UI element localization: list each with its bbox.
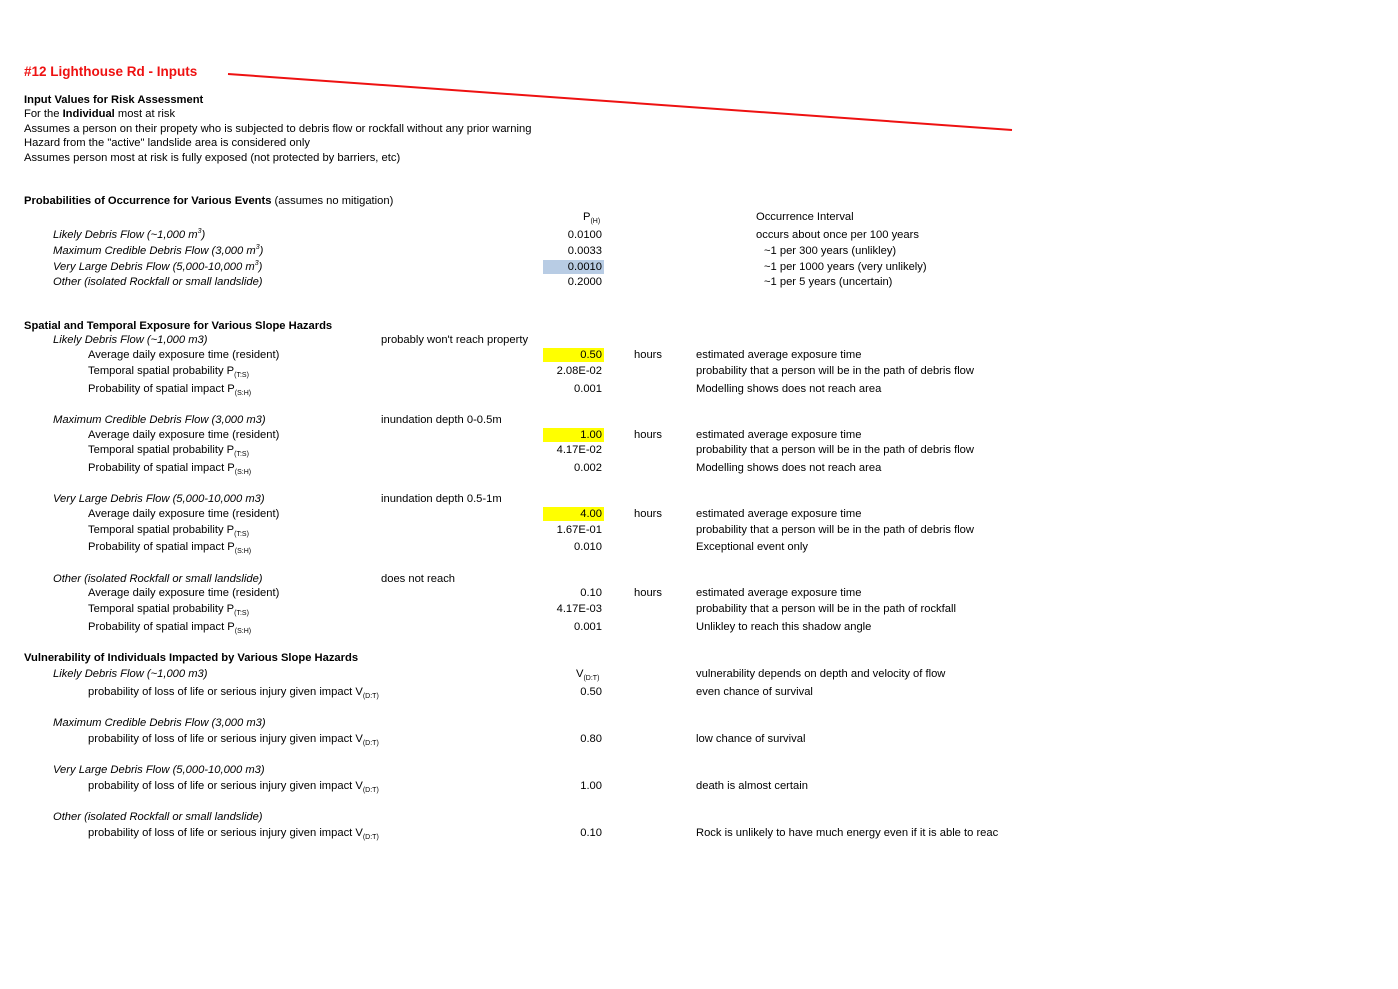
prob-row-interval: ~1 per 300 years (unlikley): [764, 245, 897, 257]
exposure-comment: probability that a person will be in the path of debris flow: [696, 524, 974, 536]
avg-exposure-input[interactable]: 0.50: [543, 348, 604, 362]
avg-exposure-label: Average daily exposure time (resident): [88, 587, 280, 599]
vuln-prob-label: probability of loss of life or serious injury given impact $V_{(D:T)}$: [88, 780, 379, 794]
prob-row-label: Other (isolated Rockfall or small landslide): [53, 276, 263, 288]
spatial-prob-label: Probability of spatial impact $P_{(S:H)}$: [88, 383, 252, 397]
prob-row-value: 0.0100: [567, 229, 602, 241]
exposure-comment: estimated average exposure time: [696, 508, 862, 520]
exposure-group-name: Likely Debris Flow (~1,000 m3): [53, 334, 208, 346]
exposure-comment: probability that a person will be in the path of debris flow: [696, 365, 974, 377]
prob-row-value-selected[interactable]: 0.0010: [543, 260, 604, 274]
intro-line-3: Hazard from the "active" landslide area is considered only: [24, 137, 310, 149]
exposure-comment: Modelling shows does not reach area: [696, 383, 882, 395]
hours-unit: hours: [634, 349, 662, 361]
hours-unit: hours: [634, 429, 662, 441]
exposure-group-note: probably won't reach property: [381, 334, 529, 346]
spatial-prob-value: 0.010: [574, 541, 602, 553]
temporal-prob-value: 4.17E-02: [556, 444, 602, 456]
temporal-prob-label: Temporal spatial probability $P_{(T:S)}$: [88, 603, 249, 617]
prob-row-interval: ~1 per 1000 years (very unlikely): [764, 261, 927, 273]
spatial-prob-value: 0.001: [574, 383, 602, 395]
spatial-prob-value: 0.002: [574, 462, 602, 474]
exposure-comment: probability that a person will be in the path of rockfall: [696, 603, 956, 615]
exposure-group-name: Other (isolated Rockfall or small landslide): [53, 573, 263, 585]
temporal-prob-label: Temporal spatial probability $P_{(T:S)}$: [88, 365, 249, 379]
vuln-value: 0.80: [580, 733, 602, 745]
exposure-comment: Modelling shows does not reach area: [696, 462, 882, 474]
vuln-comment: low chance of survival: [696, 733, 806, 745]
exposure-comment: estimated average exposure time: [696, 429, 862, 441]
spatial-prob-label: Probability of spatial impact $P_{(S:H)}$: [88, 621, 252, 635]
exposure-comment: probability that a person will be in the path of debris flow: [696, 444, 974, 456]
exposure-comment: estimated average exposure time: [696, 587, 862, 599]
prob-col-p: $P_{(H)}$: [583, 211, 601, 225]
vuln-prob-label: probability of loss of life or serious injury given impact $V_{(D:T)}$: [88, 686, 379, 700]
spatial-prob-label: Probability of spatial impact $P_{(S:H)}$: [88, 462, 252, 476]
prob-row-label: Maximum Credible Debris Flow (3,000 $m^3$): [53, 244, 264, 257]
temporal-prob-label: Temporal spatial probability $P_{(T:S)}$: [88, 524, 249, 538]
exposure-group-name: Very Large Debris Flow (5,000-10,000 m3): [53, 493, 265, 505]
exposure-comment: Unlikley to reach this shadow angle: [696, 621, 872, 633]
prob-row-interval: occurs about once per 100 years: [756, 229, 919, 241]
exposure-group-note: inundation depth 0.5-1m: [381, 493, 502, 505]
prob-row-label: Likely Debris Flow (~1,000 $m^3$): [53, 228, 206, 241]
exposure-comment: estimated average exposure time: [696, 349, 862, 361]
avg-exposure-input[interactable]: 1.00: [543, 428, 604, 442]
avg-exposure-label: Average daily exposure time (resident): [88, 508, 280, 520]
prob-row-value: 0.2000: [567, 276, 602, 288]
vuln-group-name: Likely Debris Flow (~1,000 m3): [53, 668, 208, 680]
exposure-group-note: inundation depth 0-0.5m: [381, 414, 502, 426]
prob-row-value: 0.0033: [567, 245, 602, 257]
hours-unit: hours: [634, 508, 662, 520]
page-title: #12 Lighthouse Rd - Inputs: [24, 64, 198, 79]
temporal-prob-value: 1.67E-01: [556, 524, 602, 536]
exposure-group-name: Maximum Credible Debris Flow (3,000 m3): [53, 414, 266, 426]
temporal-prob-value: 2.08E-02: [556, 365, 602, 377]
vuln-group-name: Maximum Credible Debris Flow (3,000 m3): [53, 717, 266, 729]
vuln-comment: death is almost certain: [696, 780, 808, 792]
vuln-comment: Rock is unlikely to have much energy even if it is able to reac: [696, 827, 999, 839]
vuln-value: 1.00: [580, 780, 602, 792]
intro-line-1: For the Individual most at risk: [24, 108, 176, 120]
intro-line-4: Assumes person most at risk is fully exposed (not protected by barriers, etc): [24, 152, 401, 164]
prob-row-label: Very Large Debris Flow (5,000-10,000 $m^3$): [53, 260, 263, 273]
spatial-prob-label: Probability of spatial impact $P_{(S:H)}$: [88, 541, 252, 555]
temporal-prob-value: 4.17E-03: [556, 603, 602, 615]
intro-heading: Input Values for Risk Assessment: [24, 94, 204, 106]
vuln-prob-label: probability of loss of life or serious injury given impact $V_{(D:T)}$: [88, 733, 379, 747]
vuln-col-v: $V_{(D:T)}$: [576, 668, 600, 682]
avg-exposure-label: Average daily exposure time (resident): [88, 349, 280, 361]
temporal-prob-label: Temporal spatial probability $P_{(T:S)}$: [88, 444, 249, 458]
vuln-group-name: Very Large Debris Flow (5,000-10,000 m3): [53, 764, 265, 776]
vuln-heading: Vulnerability of Individuals Impacted by Various Slope Hazards: [24, 652, 359, 664]
vuln-col-comment: vulnerability depends on depth and velocity of flow: [696, 668, 946, 680]
vuln-value: 0.50: [580, 686, 602, 698]
exposure-comment: Exceptional event only: [696, 541, 808, 553]
avg-exposure-input[interactable]: 0.10: [580, 587, 602, 599]
vuln-prob-label: probability of loss of life or serious injury given impact $V_{(D:T)}$: [88, 827, 379, 841]
vuln-value: 0.10: [580, 827, 602, 839]
avg-exposure-input[interactable]: 4.00: [543, 507, 604, 521]
exposure-group-note: does not reach: [381, 573, 456, 585]
intro-line-2: Assumes a person on their propety who is subjected to debris flow or rockfall without any prior warning: [24, 123, 532, 135]
spatial-prob-value: 0.001: [574, 621, 602, 633]
exposure-heading: Spatial and Temporal Exposure for Various Slope Hazards: [24, 320, 333, 332]
avg-exposure-label: Average daily exposure time (resident): [88, 429, 280, 441]
prob-heading: Probabilities of Occurrence for Various Events (assumes no mitigation): [24, 195, 394, 207]
hours-unit: hours: [634, 587, 662, 599]
prob-col-interval: Occurrence Interval: [756, 211, 854, 223]
prob-row-interval: ~1 per 5 years (uncertain): [764, 276, 893, 288]
vuln-comment: even chance of survival: [696, 686, 813, 698]
vuln-group-name: Other (isolated Rockfall or small landslide): [53, 811, 263, 823]
